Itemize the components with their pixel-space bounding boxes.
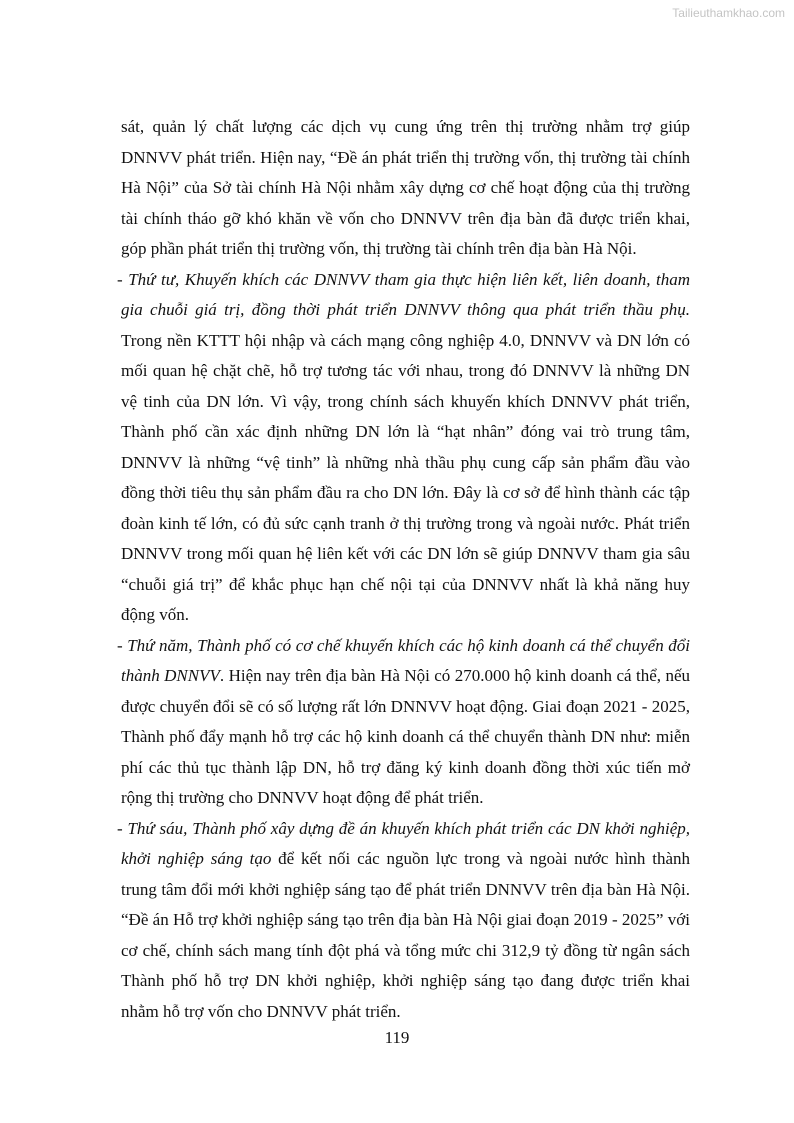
paragraph-1-text: sát, quản lý chất lượng các dịch vụ cung ứng trên thị trường nhằm trợ giúp DNNVV phát triển. Hiện nay, “Đề án phát triển thị trường vốn, thị trường tài chính Hà Nội” của Sở tài chính Hà Nội nhằm xây dựng cơ chế hoạt động của thị trường tài chính tháo gỡ khó khăn về vốn cho DNNVV trên địa bàn đã được triển khai, góp phần phát triển thị trường vốn, thị trường tài chính trên địa bàn Hà Nội. — [121, 117, 690, 258]
page-number: 119 — [384, 1028, 410, 1047]
document-body — [117, 112, 690, 1027]
paragraph-3 — [117, 631, 690, 814]
paragraph-3-italic: - Thứ năm, Thành phố có cơ chế khuyến khích các hộ kinh doanh cá thể chuyển đổi thành DNNVV — [117, 635, 690, 685]
paragraph-4-italic: - Thứ sáu, Thành phố xây dựng đề án khuyến khích phát triển các DN khởi nghiệp, khởi nghiệp sáng tạo — [117, 818, 690, 868]
watermark: Tailieuthamkhao.com — [672, 6, 785, 20]
paragraph-4-text: để kết nối các nguồn lực trong và ngoài nước hình thành trung tâm đổi mới khởi nghiệp sáng tạo để phát triển DNNVV trên địa bàn Hà Nội. “Đề án Hỗ trợ khởi nghiệp sáng tạo trên địa bàn Hà Nội giai đoạn 2019 - 2025” với cơ chế, chính sách mang tính đột phá và tổng mức chi 312,9 tỷ đồng từ ngân sách Thành phố hỗ trợ DN khởi nghiệp, khởi nghiệp sáng tạo đang được triển khai nhằm hỗ trợ vốn cho DNNVV phát triển. — [121, 849, 690, 1021]
paragraph-2 — [117, 265, 690, 631]
paragraph-4 — [117, 814, 690, 1028]
paragraph-1 — [121, 112, 690, 265]
paragraph-2-text: Trong nền KTTT hội nhập và cách mạng công nghiệp 4.0, DNNVV và DN lớn có mối quan hệ chặt chẽ, hỗ trợ tương tác với nhau, trong đó DNNVV là những DN vệ tinh của DN lớn. Vì vậy, trong chính sách khuyến khích DNNVV phát triển, Thành phố cần xác định những DN lớn là “hạt nhân” đóng vai trò trung tâm, DNNVV là những “vệ tinh” là những nhà thầu phụ cung cấp sản phẩm đầu vào đồng thời tiêu thụ sản phẩm đầu ra cho DN lớn. Đây là cơ sở để hình thành các tập đoàn kinh tế lớn, có đủ sức cạnh tranh ở thị trường trong và ngoài nước. Phát triển DNNVV trong mối quan hệ liên kết với các DN lớn sẽ giúp DNNVV tham gia sâu “chuỗi giá trị” để khắc phục hạn chế nội tại của DNNVV nhất là khả năng huy động vốn. — [121, 330, 690, 624]
paragraph-3-text: . Hiện nay trên địa bàn Hà Nội có 270.000 hộ kinh doanh cá thể, nếu được chuyển đổi sẽ có số lượng rất lớn DNNVV hoạt động. Giai đoạn 2021 - 2025, Thành phố đẩy mạnh hỗ trợ các hộ kinh doanh cá thể chuyển thành DN như: miễn phí các thủ tục thành lập DN, hỗ trợ đăng ký kinh doanh đồng thời xúc tiến mở rộng thị trường cho DNNVV hoạt động để phát triển. — [121, 666, 690, 807]
paragraph-2-italic: - Thứ tư, Khuyến khích các DNNVV tham gia thực hiện liên kết, liên doanh, tham gia chuỗi giá trị, đồng thời phát triển DNNVV thông qua phát triển thầu phụ. — [117, 269, 690, 319]
